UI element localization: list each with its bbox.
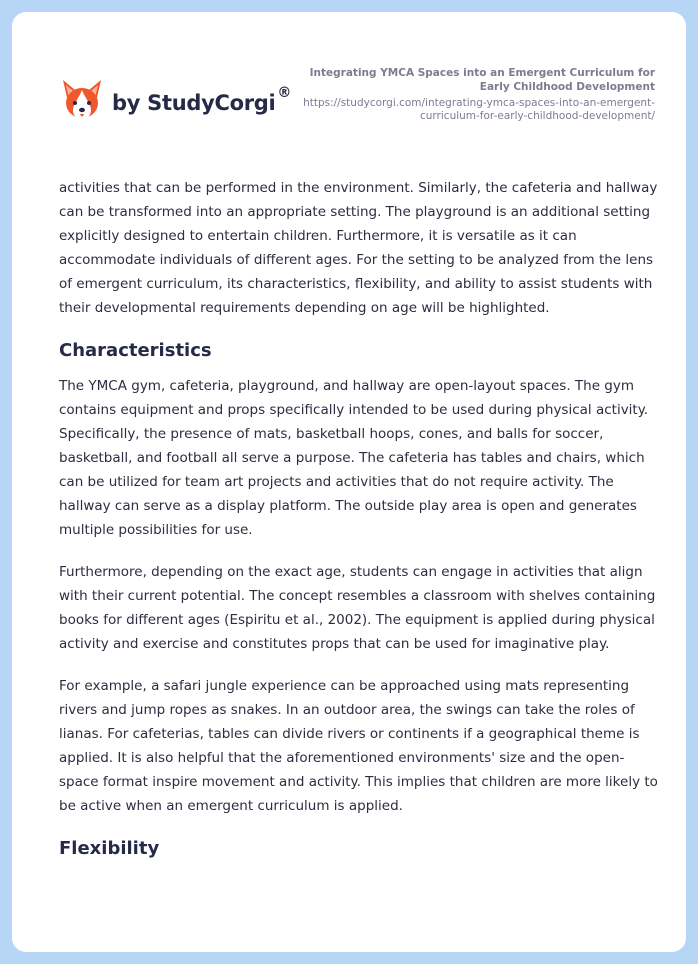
brand-name: by StudyCorgi ®	[112, 85, 292, 115]
article-body	[59, 176, 659, 872]
intro-paragraph: activities that can be performed in the environment. Similarly, the cafeteria and hallway can be transformed into an appropriate setting. The playground is an additional setting explicitly designed to entertain children. Furthermore, it is versatile as it can accommodate individuals of different ages. For the setting to be analyzed from the lens of emergent curriculum, its characteristics, flexibility, and ability to assist students with their developmental requirements depending on age will be highlighted.	[59, 180, 658, 316]
document-title: Integrating YMCA Spaces into an Emergent Curriculum for Early Childhood Development	[309, 67, 655, 93]
heading-characteristics: Characteristics	[59, 340, 212, 361]
characteristics-paragraph-1: The YMCA gym, cafeteria, playground, and hallway are open-layout spaces. The gym contains equipment and props specifically intended to be used during physical activity. Specifically, the presence of mats, basketball hoops, cones, and balls for soccer, basketball, and football all serve a purpose. The cafeteria has tables and chairs, which can be utilized for team art projects and activities that do not require activity. The hallway can serve as a display platform. The outside play area is open and generates multiple possibilities for use.	[59, 378, 649, 538]
document-header	[295, 66, 655, 123]
document-page	[12, 12, 686, 952]
document-url[interactable]: https://studycorgi.com/integrating-ymca-spaces-into-an-emergent-curriculum-for-early-childhood-development/	[303, 97, 655, 122]
characteristics-paragraph-3: For example, a safari jungle experience can be approached using mats representing rivers and jump ropes as snakes. In an outdoor area, the swings can take the roles of lianas. For cafeterias, tables can divide rivers or continents if a geographical theme is applied. It is also helpful that the aforementioned environments' size and the open-space format inspire movement and activity. This implies that children are more likely to be active when an emergent curriculum is applied.	[59, 678, 658, 814]
characteristics-paragraph-2: Furthermore, depending on the exact age, students can engage in activities that align with their current potential. The concept resembles a classroom with shelves containing books for different ages (Espiritu et al., 2002). The equipment is applied during physical activity and exercise and constitutes props that can be used for imaginative play.	[59, 564, 656, 652]
heading-flexibility: Flexibility	[59, 838, 160, 859]
corgi-icon	[60, 76, 104, 122]
studycorgi-logo[interactable]	[60, 76, 291, 122]
registered-mark: ®	[277, 85, 292, 101]
